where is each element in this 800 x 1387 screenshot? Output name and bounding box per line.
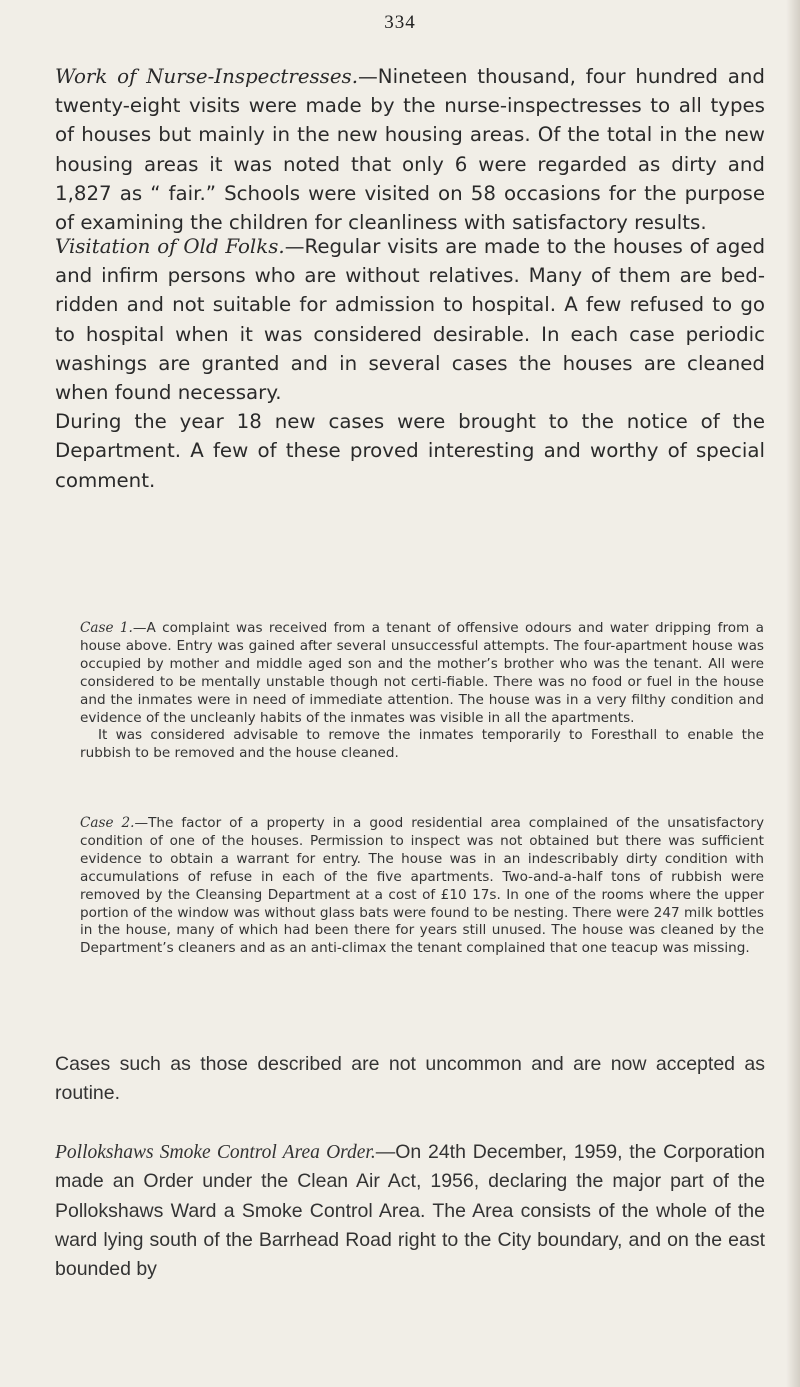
- case-1-text: —A complaint was received from a tenant of offensive odours and water dripping from a house above. Entry was gained after several unsuccessful attempts. The four-apartment house was occupied by mother and middle aged son and the mother’s brother who was the tenant. All were considered to be mentally unstable though not certi-fiable. There was no food or fuel in the house and the inmates were in need of immediate attention. The house was in a very filthy condition and evidence of the uncleanly habits of the inmates was visible in all the apartments.: [80, 620, 764, 726]
- page-edge-shadow: [786, 0, 800, 1387]
- case-1-paragraph: [80, 620, 764, 763]
- page-number: 334: [384, 12, 416, 33]
- nurse-inspectresses-text: —Nineteen thousand, four hundred and twenty-eight visits were made by the nurse-inspectresses to all types of houses but mainly in the new housing areas. Of the total in the new housing areas it was noted that only 6 were regarded as dirty and 1,827 as “ fair.” Schools were visited on 58 occasions for the purpose of examining the children for cleanliness with satisfactory results.: [55, 65, 765, 235]
- old-folks-section: [55, 232, 765, 495]
- pollokshaws-text: —On 24th December, 1959, the Corporation made an Order under the Clean Air Act, 1956, declaring the major part of the Pollokshaws Ward a Smoke Control Area. The Area consists of the whole of the ward lying south of the Barrhead Road right to the City boundary, and on the east bounded by: [55, 1141, 766, 1281]
- routine-paragraph: [55, 1050, 765, 1109]
- pollokshaws-heading: Pollokshaws Smoke Control Area Order.: [55, 1142, 376, 1163]
- old-folks-text: —Regular visits are made to the houses of aged and infirm persons who are without relatives. Many of them are bed-ridden and not suitable for admission to hospital. A few refused to go to hospital when it was considered desirable. In each case periodic washings are granted and in several cases the houses are cleaned when found necessary.: [55, 235, 765, 405]
- nurse-inspectresses-paragraph: [55, 62, 765, 237]
- case-1-text-2: It was considered advisable to remove the inmates temporarily to Foresthall to enable the rubbish to be removed and the house cleaned.: [80, 727, 764, 762]
- case-2-text: —The factor of a property in a good residential area complained of the unsatisfactory condition of one of the houses. Permission to inspect was not obtained but there was sufficient evidence to obtain a warrant for entry. The house was in an indescribably dirty condition with accumulations of refuse in each of the five apartments. Two-and-a-half tons of rubbish were removed by the Cleansing Department at a cost of £10 17s. In one of the rooms where the upper portion of the window was without glass bats were found to be nesting. There were 247 milk bottles in the house, many of which had been there for years still unused. The house was cleaned by the Department’s cleaners and as an anti-climax the tenant complained that one teacup was missing.: [80, 815, 765, 957]
- routine-text: Cases such as those described are not uncommon and are now accepted as routine.: [55, 1053, 765, 1105]
- case-2-paragraph: [80, 815, 764, 958]
- case-1-label: Case 1.: [80, 620, 133, 636]
- pollokshaws-paragraph: [55, 1138, 765, 1284]
- old-folks-text-2: During the year 18 new cases were brought to the notice of the Department. A few of these proved interesting and worthy of special comment.: [55, 410, 765, 492]
- case-2-label: Case 2.: [80, 815, 135, 831]
- nurse-inspectresses-heading: Work of Nurse-Inspectresses.: [55, 65, 358, 88]
- old-folks-heading: Visitation of Old Folks.: [55, 235, 285, 258]
